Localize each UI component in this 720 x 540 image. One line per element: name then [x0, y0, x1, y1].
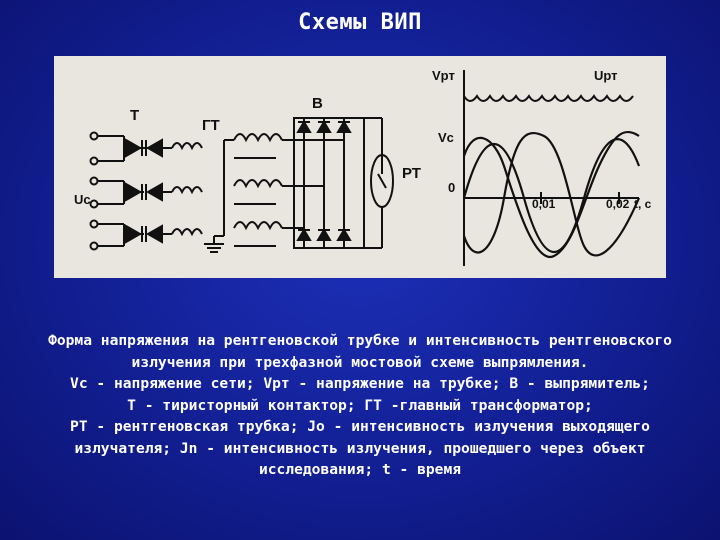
- rectifier-bridge: [294, 118, 382, 248]
- rectified-voltage-curve: [464, 96, 633, 101]
- caption-line: РТ - рентгеновская трубка; Jo - интенсивность излучения выходящего: [70, 418, 650, 435]
- tube-label: РТ: [402, 165, 421, 182]
- origin-label: 0: [448, 180, 456, 195]
- caption-line: Т - тиристорный контактор; ГТ -главный трансформатор;: [127, 396, 593, 414]
- phase-wave-2: [464, 133, 639, 255]
- transformer-secondary: [214, 134, 294, 246]
- caption-line: излучателя; Jn - интенсивность излучения, прошедшего через объект: [74, 439, 646, 457]
- circuit-figure: [54, 56, 666, 278]
- caption-line: исследования; t - время: [258, 461, 462, 478]
- phase-wave-3: [464, 132, 639, 257]
- thyristor-label: Т: [130, 107, 140, 124]
- transformer-label: ГТ: [202, 117, 220, 134]
- ground-icon: [204, 236, 224, 252]
- thyristor-pair-1: [124, 136, 164, 161]
- caption-line: Vc - напряжение сети; Vрт - напряжение на трубке; В - выпрямитель;: [70, 375, 650, 392]
- circuit-diagram: [54, 56, 666, 278]
- phase-wave-1: [464, 139, 639, 252]
- input-terminals: [91, 133, 125, 250]
- u-rt-label: Uрт: [594, 68, 618, 83]
- transformer-primary: [172, 143, 202, 234]
- thyristor-pair-2: [124, 181, 162, 204]
- slide-title: Схемы ВИП: [298, 10, 422, 35]
- caption-line: излучения при трехфазной мостовой схеме выпрямления.: [131, 353, 589, 371]
- caption-line: Форма напряжения на рентгеновской трубке и интенсивность рентгеновского: [48, 332, 672, 349]
- tick-label-001: 0,01: [532, 197, 556, 211]
- time-axis-label: t, c: [634, 197, 652, 211]
- thyristor-pair-3: [124, 224, 162, 246]
- tick-label-002: 0,02: [606, 197, 630, 211]
- mains-voltage-label: Uc: [74, 192, 91, 207]
- xray-tube-icon: [371, 155, 393, 207]
- v-c-label: Vc: [438, 130, 454, 145]
- rectifier-label: В: [312, 95, 323, 112]
- caption: [14, 330, 706, 481]
- v-rt-label: Vрт: [432, 68, 455, 83]
